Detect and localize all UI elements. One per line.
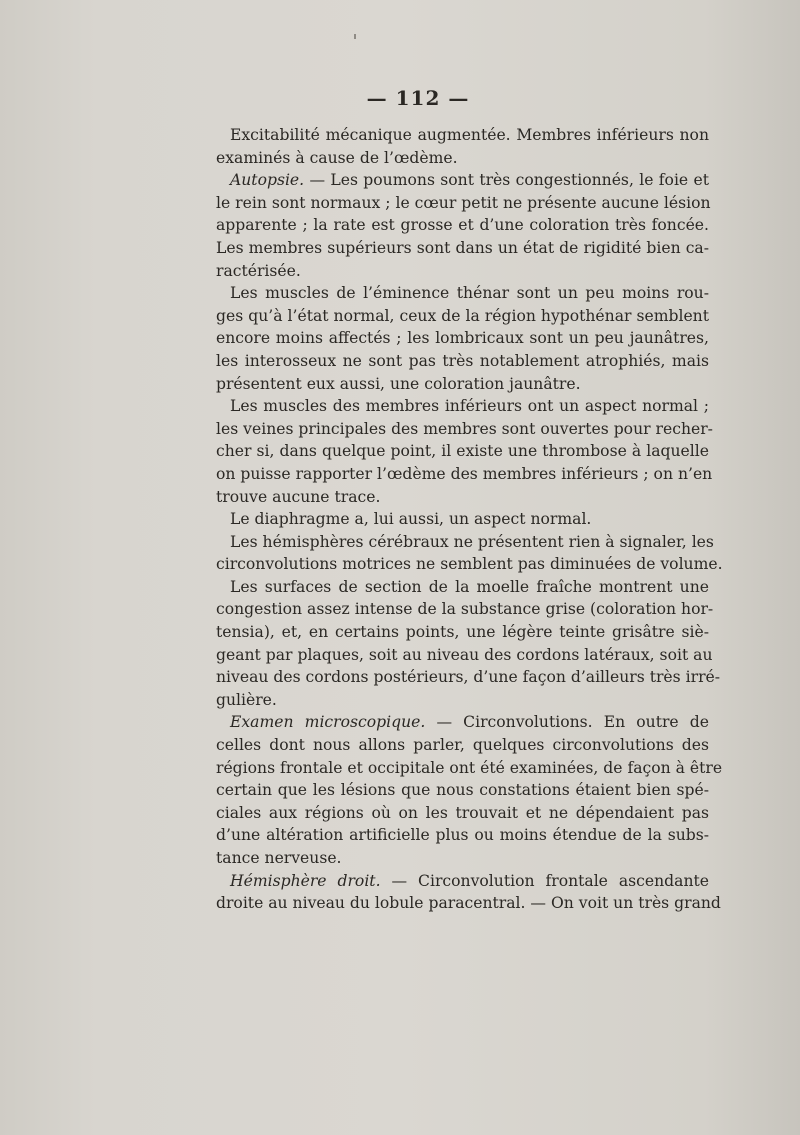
text-line [216,327,709,350]
page-body [216,124,723,915]
text-line [216,260,709,283]
text-line [216,621,709,644]
section-label: Autopsie. [230,171,305,190]
line-text: les interosseux ne sont pas très notablement atrophiés, mais [216,351,709,370]
line-text: Les membres supérieurs sont dans un état de rigidité bien ca- [216,238,709,257]
text-line [216,124,709,147]
line-text: ciales aux régions où on les trouvait et ne dépendaient pas [216,803,709,822]
text-line [216,237,709,260]
line-text: Le diaphragme a, lui aussi, un aspect normal. [230,510,592,529]
text-line [216,553,723,576]
text-line [216,373,709,396]
line-text: on puisse rapporter l’œdème des membres inférieurs ; on n’en [216,464,713,483]
text-line [216,870,709,893]
line-text: le rein sont normaux ; le cœur petit ne présente aucune lésion [216,193,711,212]
text-line [216,192,709,215]
line-text: ractérisée. [216,261,301,280]
text-line [216,576,709,599]
line-text: d’une altération artificielle plus ou moins étendue de la subs- [216,826,709,845]
text-line [216,147,709,170]
text-line [216,531,714,554]
line-text: régions frontale et occipitale ont été examinées, de façon à être [216,758,723,777]
text-line [216,305,709,328]
text-line [216,418,713,441]
line-text: encore moins affectés ; les lombricaux sont un peu jaunâtres, [216,329,709,348]
text-line [216,463,713,486]
text-line [216,847,709,870]
text-line [216,508,709,531]
text-line [216,689,709,712]
top-speck [354,34,356,39]
line-text: trouve aucune trace. [216,487,381,506]
line-text: examinés à cause de l’œdème. [216,148,458,167]
text-line [216,734,709,757]
line-text: congestion assez intense de la substance grise (coloration hor- [216,600,714,619]
line-text: les veines principales des membres sont ouvertes pour recher- [216,419,713,438]
page-number: — 112 — [366,86,470,110]
line-text: présentent eux aussi, une coloration jaunâtre. [216,374,581,393]
text-line [216,892,721,915]
line-text: Excitabilité mécanique augmentée. Membres inférieurs non [230,126,709,144]
text-line [216,598,714,621]
line-text: — Les poumons sont très congestionnés, le foie et [304,171,709,190]
line-text: droite au niveau du lobule paracentral. — On voit un très grand [216,894,721,913]
line-text: Les hémisphères cérébraux ne présentent rien à signaler, les [230,532,714,551]
line-text: niveau des cordons postérieurs, d’une façon d’ailleurs très irré- [216,668,721,687]
line-text: Les muscles des membres inférieurs ont un aspect normal ; [230,397,709,416]
line-text: geant par plaques, soit au niveau des cordons latéraux, soit au [216,645,713,664]
line-text: — Circonvolutions. En outre de [425,713,709,732]
line-text: — Circonvolution frontale ascendante [380,871,709,890]
text-line [216,395,709,418]
text-line [216,440,709,463]
text-line [216,169,709,192]
text-line [216,824,709,847]
line-text: tance nerveuse. [216,849,342,867]
text-line [216,802,709,825]
section-label: Hémisphère droit. [230,871,381,890]
line-text: tensia), et, en certains points, une légère teinte grisâtre siè- [216,623,709,642]
text-line [216,350,709,373]
line-text: certain que les lésions que nous constations étaient bien spé- [216,781,709,800]
line-text: celles dont nous allons parler, quelques circonvolutions des [216,736,709,755]
line-text: gulière. [216,690,277,709]
text-line [216,282,709,305]
text-line [216,711,709,734]
line-text: ges qu’à l’état normal, ceux de la région hypothénar semblent [216,306,709,325]
text-line [216,666,721,689]
text-line [216,486,709,509]
text-line [216,644,713,667]
line-text: apparente ; la rate est grosse et d’une coloration très foncée. [216,216,709,235]
text-line [216,757,723,780]
line-text: cher si, dans quelque point, il existe une thrombose à laquelle [216,442,709,461]
text-line [216,779,709,802]
line-text: Les surfaces de section de la moelle fraîche montrent une [230,577,709,596]
text-line [216,214,709,237]
line-text: Les muscles de l’éminence thénar sont un peu moins rou- [230,284,709,303]
line-text: circonvolutions motrices ne semblent pas diminuées de volume. [216,555,723,574]
section-label: Examen microscopique. [230,713,426,732]
